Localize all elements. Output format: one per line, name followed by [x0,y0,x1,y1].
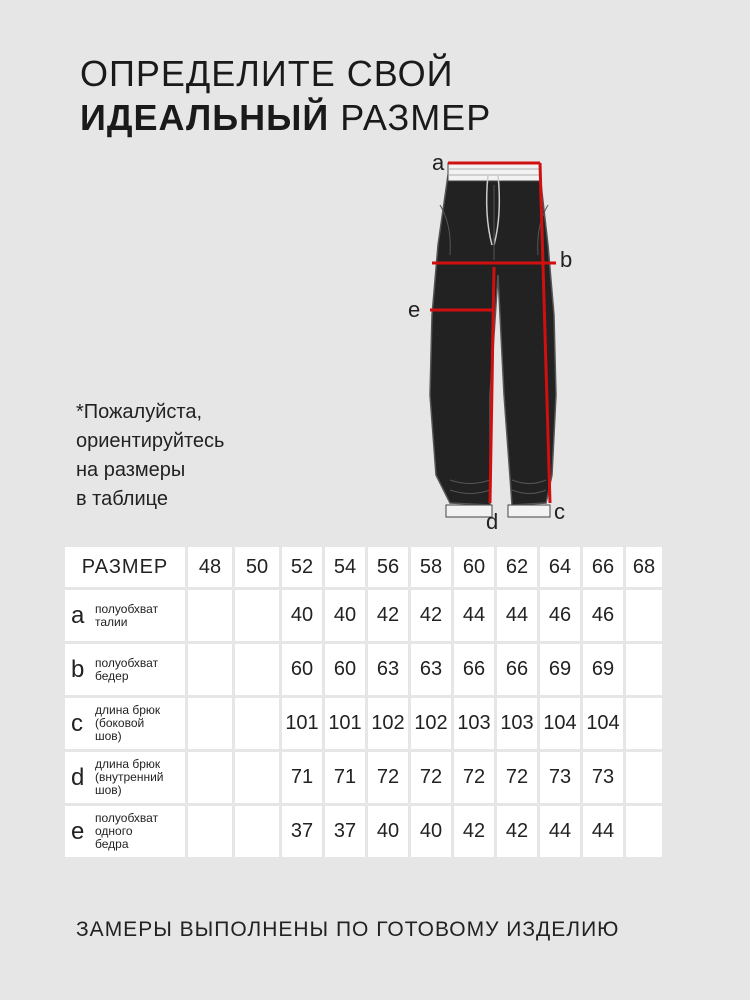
size-header-cell: 62 [497,547,537,587]
footer-note: ЗАМЕРЫ ВЫПОЛНЕНЫ ПО ГОТОВОМУ ИЗДЕЛИЮ [76,918,620,941]
table-cell: 72 [411,752,451,803]
table-row [65,806,662,857]
table-cell [188,590,232,641]
table-cell: 66 [454,644,494,695]
table-cell: 73 [583,752,623,803]
size-header-cell: 50 [235,547,279,587]
title-bold-word: ИДЕАЛЬНЫЙ [80,97,330,138]
label-e: e [408,297,421,322]
table-cell: 60 [282,644,322,695]
table-cell: 101 [282,698,322,749]
size-header-cell: 58 [411,547,451,587]
size-header-cell: 64 [540,547,580,587]
table-cell [626,590,662,641]
table-cell [235,752,279,803]
table-cell [235,806,279,857]
row-label: a полуобхват талии [65,590,185,641]
table-cell: 72 [497,752,537,803]
table-cell [626,698,662,749]
table-cell: 63 [411,644,451,695]
table-cell: 104 [540,698,580,749]
table-cell: 60 [325,644,365,695]
table-cell: 44 [540,806,580,857]
size-header-label: РАЗМЕР [65,547,185,587]
table-cell [235,698,279,749]
row-letter: d [71,763,85,791]
table-row [65,698,662,749]
table-cell [626,752,662,803]
table-cell: 69 [540,644,580,695]
size-header-cell: 54 [325,547,365,587]
table-cell [235,644,279,695]
table-cell: 71 [325,752,365,803]
table-cell: 46 [540,590,580,641]
table-cell: 42 [411,590,451,641]
table-cell: 101 [325,698,365,749]
table-cell: 103 [497,698,537,749]
table-cell: 37 [282,806,322,857]
table-cell: 42 [454,806,494,857]
size-table [62,544,665,860]
label-c: c [554,499,565,524]
table-cell: 72 [368,752,408,803]
pants-measurement-diagram [400,145,600,535]
label-a: a [432,150,445,175]
size-header-cell: 52 [282,547,322,587]
row-label: d длина брюк (внутренний шов) [65,752,185,803]
table-cell [626,806,662,857]
table-cell: 63 [368,644,408,695]
row-letter: a [71,601,85,629]
table-cell: 102 [411,698,451,749]
table-cell: 44 [583,806,623,857]
size-header-cell: 68 [626,547,662,587]
label-d: d [486,509,499,534]
pants-illustration [400,145,600,535]
table-cell [188,752,232,803]
note-line: на размеры [76,459,186,481]
label-b: b [560,247,573,272]
table-cell: 44 [454,590,494,641]
table-cell [235,590,279,641]
table-cell: 40 [325,590,365,641]
table-row [65,752,662,803]
row-letter: e [71,817,85,845]
table-cell: 37 [325,806,365,857]
table-cell: 44 [497,590,537,641]
table-cell: 71 [282,752,322,803]
table-cell: 40 [411,806,451,857]
row-letter: c [71,709,83,737]
row-label: c длина брюк (боковой шов) [65,698,185,749]
note-line: ориентируйтесь [76,430,225,452]
table-cell: 46 [583,590,623,641]
row-label: b полуобхват бедер [65,644,185,695]
table-cell: 73 [540,752,580,803]
table-cell [188,644,232,695]
table-cell: 69 [583,644,623,695]
size-header-cell: 60 [454,547,494,587]
table-cell: 40 [368,806,408,857]
table-cell: 104 [583,698,623,749]
table-cell: 66 [497,644,537,695]
size-header-row [65,547,662,587]
table-cell [188,806,232,857]
size-header-cell: 48 [188,547,232,587]
title-line-2 [80,96,491,140]
table-cell: 72 [454,752,494,803]
waistband [448,163,540,181]
row-label: e полуобхват одного бедра [65,806,185,857]
table-cell: 42 [368,590,408,641]
table-cell: 103 [454,698,494,749]
size-header-cell: 66 [583,547,623,587]
table-cell [626,644,662,695]
table-cell: 42 [497,806,537,857]
table-row [65,590,662,641]
title-rest: РАЗМЕР [329,97,492,138]
table-cell [188,698,232,749]
size-note [76,398,224,514]
title-line-1: ОПРЕДЕЛИТЕ СВОЙ [80,53,454,94]
table-cell: 102 [368,698,408,749]
row-letter: b [71,655,85,683]
table-cell: 40 [282,590,322,641]
table-row [65,644,662,695]
right-cuff [508,505,550,517]
page-title [80,52,491,140]
note-line: в таблице [76,488,168,510]
size-header-cell: 56 [368,547,408,587]
note-line: *Пожалуйста, [76,401,203,423]
